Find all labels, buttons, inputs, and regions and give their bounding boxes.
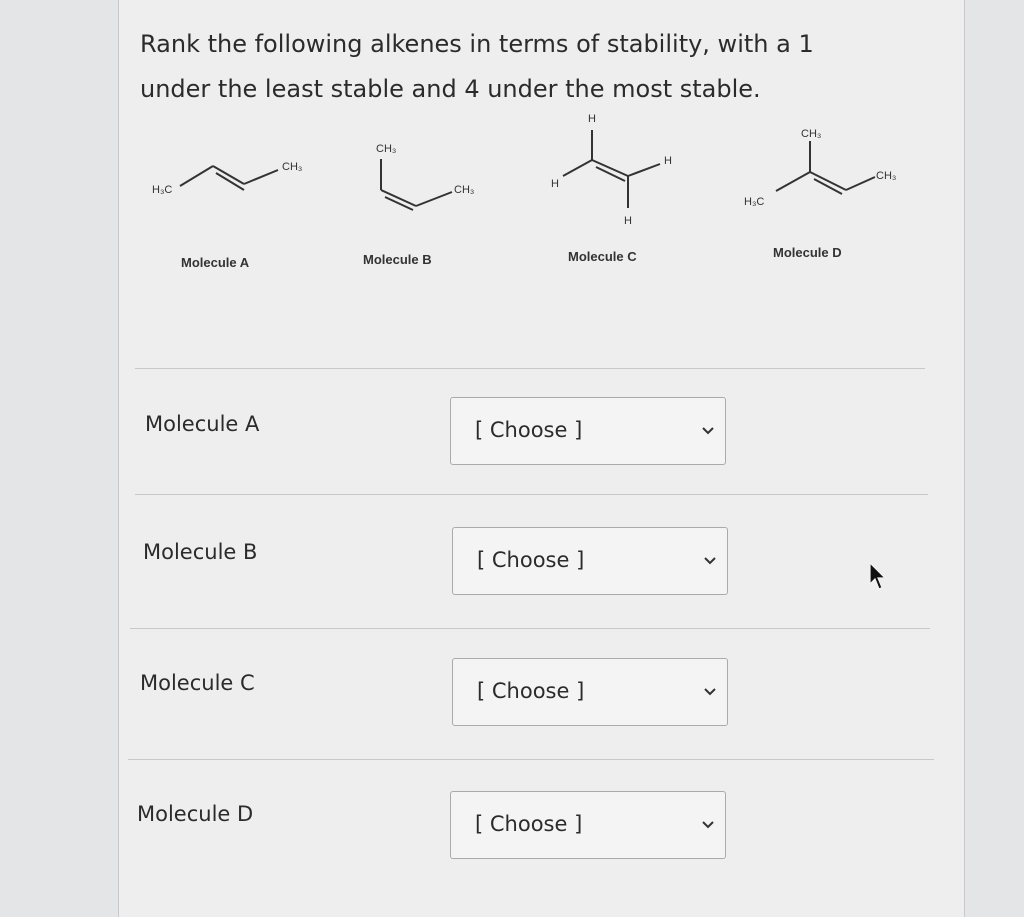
row-label-molecule-b: Molecule B	[143, 540, 258, 564]
row-divider	[135, 368, 925, 369]
molecule-d-label-right: CH₃	[876, 170, 897, 182]
select-value: [ Choose ]	[475, 418, 583, 442]
select-value: [ Choose ]	[475, 812, 583, 836]
row-divider	[128, 759, 934, 760]
molecule-c-label-right: H	[664, 155, 672, 167]
molecule-d-label-top: CH₃	[801, 128, 822, 140]
row-divider	[130, 628, 930, 629]
molecule-c-caption: Molecule C	[568, 249, 637, 264]
molecule-b-label-top: CH₃	[376, 143, 397, 155]
rank-select-molecule-a[interactable]	[450, 397, 726, 465]
chevron-down-icon	[701, 820, 715, 830]
structures-figure	[0, 0, 1024, 300]
molecule-a-label-right: CH₃	[282, 161, 303, 173]
molecule-a-caption: Molecule A	[181, 255, 250, 270]
question-line-2: under the least stable and 4 under the most stable.	[140, 75, 761, 103]
rank-select-molecule-d[interactable]	[450, 791, 726, 859]
molecule-b-label-right: CH₃	[454, 184, 475, 196]
row-label-molecule-a: Molecule A	[145, 412, 260, 436]
chevron-down-icon	[703, 687, 717, 697]
molecule-a-label-left: H₃C	[152, 184, 173, 196]
molecule-c-label-bottom: H	[624, 215, 632, 227]
rank-select-molecule-b[interactable]	[452, 527, 728, 595]
question-line-1: Rank the following alkenes in terms of stability, with a 1	[140, 30, 814, 58]
molecule-c-label-top: H	[588, 113, 596, 125]
row-label-molecule-d: Molecule D	[137, 802, 254, 826]
molecule-d-structure	[776, 141, 875, 194]
molecule-a-structure	[180, 166, 278, 190]
row-divider	[135, 494, 928, 495]
molecule-structures	[0, 0, 1024, 300]
select-value: [ Choose ]	[477, 679, 585, 703]
chevron-down-icon	[703, 556, 717, 566]
molecule-b-caption: Molecule B	[363, 252, 432, 267]
chevron-down-icon	[701, 426, 715, 436]
molecule-b-structure	[381, 159, 452, 210]
mouse-pointer-icon	[868, 562, 888, 592]
row-label-molecule-c: Molecule C	[140, 671, 255, 695]
molecule-c-label-left: H	[551, 178, 559, 190]
rank-select-molecule-c[interactable]	[452, 658, 728, 726]
molecule-d-caption: Molecule D	[773, 245, 842, 260]
molecule-c-structure	[563, 130, 660, 208]
molecule-d-label-left: H₃C	[744, 196, 765, 208]
select-value: [ Choose ]	[477, 548, 585, 572]
